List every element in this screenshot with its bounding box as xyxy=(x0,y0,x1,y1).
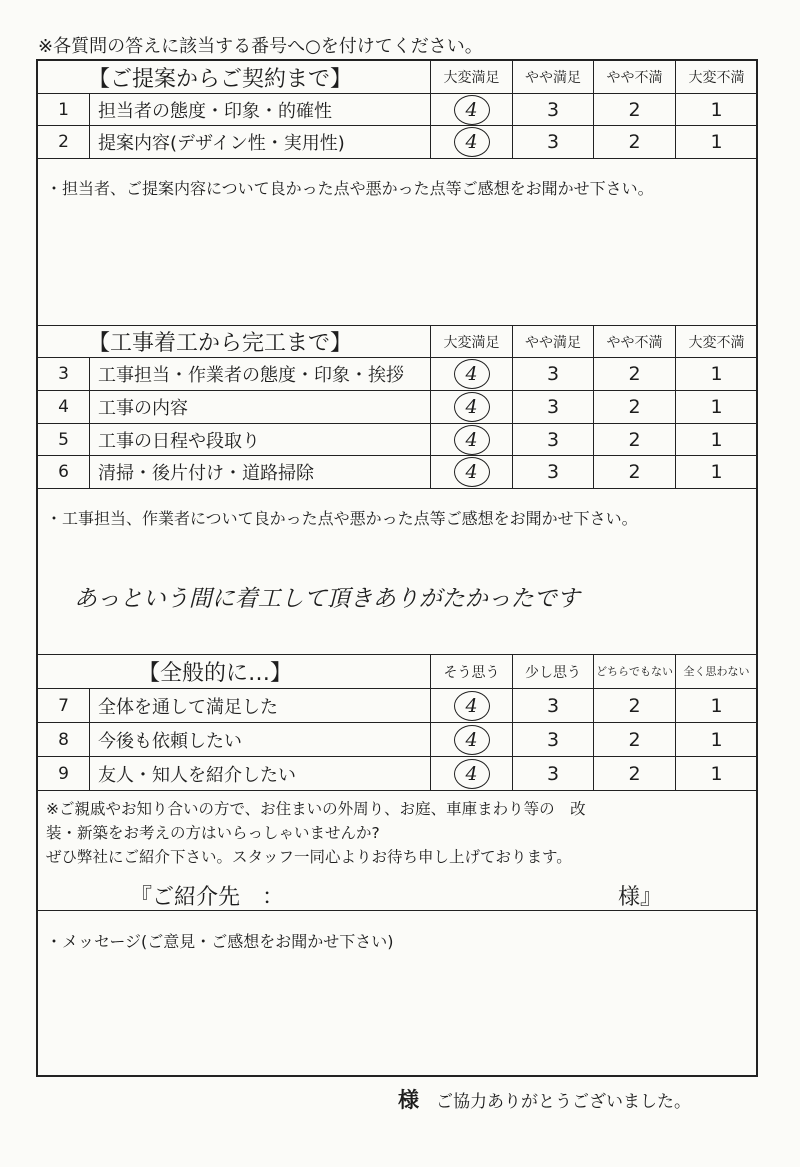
rating-option-3[interactable]: 3 xyxy=(513,456,594,489)
section2-title: 【工事着工から完工まで】 xyxy=(38,326,431,358)
rating-option-1[interactable]: 1 xyxy=(676,424,758,456)
rating-option-1[interactable]: 1 xyxy=(676,689,758,723)
question-text: 清掃・後片付け・道路掃除 xyxy=(90,456,431,489)
section1-comment-area[interactable] xyxy=(46,200,746,320)
section1-table xyxy=(37,60,758,159)
circled-answer[interactable]: 4 xyxy=(454,392,490,422)
question-number: 6 xyxy=(38,456,90,489)
question-number: 9 xyxy=(38,757,90,791)
question-number: 4 xyxy=(38,391,90,424)
question-text: 今後も依頼したい xyxy=(90,723,431,757)
section2-comment-label: ・工事担当、作業者について良かった点や悪かった点等ご感想をお聞かせ下さい。 xyxy=(46,509,638,528)
referral-line-1: ※ご親戚やお知り合いの方で、お住まいの外周り、お庭、車庫まわり等の 改 xyxy=(46,800,586,818)
referral-suffix: 様』 xyxy=(618,885,663,910)
rating-option-1[interactable]: 1 xyxy=(676,723,758,757)
question-number: 2 xyxy=(38,126,90,159)
rating-option-3[interactable]: 3 xyxy=(513,723,594,757)
circled-answer[interactable]: 4 xyxy=(454,127,490,157)
header-somewhat-dissatisfied: やや不満 xyxy=(594,326,676,358)
question-row-6 xyxy=(38,456,758,489)
header-very-satisfied: 大変満足 xyxy=(431,326,513,358)
question-text: 工事の日程や段取り xyxy=(90,424,431,456)
question-text: 提案内容(デザイン性・実用性) xyxy=(90,126,431,159)
circled-answer[interactable]: 4 xyxy=(454,759,490,789)
message-area[interactable] xyxy=(46,955,746,1070)
referral-name-field[interactable] xyxy=(290,882,600,910)
rating-option-1[interactable]: 1 xyxy=(676,126,758,159)
header-very-dissatisfied: 大変不満 xyxy=(676,61,758,94)
rating-option-3[interactable]: 3 xyxy=(513,424,594,456)
rating-option-2[interactable]: 2 xyxy=(594,456,676,489)
question-row-9 xyxy=(38,757,758,791)
header-neutral: どちらでもない xyxy=(594,655,676,689)
question-row-7 xyxy=(38,689,758,723)
section2-table xyxy=(37,325,758,489)
question-number: 3 xyxy=(38,358,90,391)
rating-option-1[interactable]: 1 xyxy=(676,391,758,424)
question-number: 8 xyxy=(38,723,90,757)
rating-option-2[interactable]: 2 xyxy=(594,94,676,126)
rating-option-3[interactable]: 3 xyxy=(513,757,594,791)
header-somewhat-agree: 少し思う xyxy=(513,655,594,689)
referral-line-2: 装・新築をお考えの方はいらっしゃいませんか? xyxy=(46,824,380,842)
circled-answer[interactable]: 4 xyxy=(454,95,490,125)
question-row-8 xyxy=(38,723,758,757)
question-row-1 xyxy=(38,94,758,126)
section1-title: 【ご提案からご契約まで】 xyxy=(38,61,431,94)
section1-comment-label: ・担当者、ご提案内容について良かった点や悪かった点等ご感想をお聞かせ下さい。 xyxy=(46,179,654,198)
question-row-5 xyxy=(38,424,758,456)
circled-answer[interactable]: 4 xyxy=(454,691,490,721)
rating-option-1[interactable]: 1 xyxy=(676,757,758,791)
rating-option-3[interactable]: 3 xyxy=(513,126,594,159)
header-very-satisfied: 大変満足 xyxy=(431,61,513,94)
referral-label: 『ご紹介先 ： xyxy=(130,885,285,910)
rating-option-2[interactable]: 2 xyxy=(594,391,676,424)
rating-option-2[interactable]: 2 xyxy=(594,126,676,159)
header-agree: そう思う xyxy=(431,655,513,689)
header-somewhat-dissatisfied: やや不満 xyxy=(594,61,676,94)
rating-option-3[interactable]: 3 xyxy=(513,391,594,424)
circled-answer[interactable]: 4 xyxy=(454,725,490,755)
rating-option-1[interactable]: 1 xyxy=(676,358,758,391)
section3-title: 【全般的に…】 xyxy=(38,655,431,689)
rating-option-3[interactable]: 3 xyxy=(513,358,594,391)
section3-table xyxy=(37,654,758,791)
divider xyxy=(37,910,757,911)
header-very-dissatisfied: 大変不満 xyxy=(676,326,758,358)
circled-answer[interactable]: 4 xyxy=(454,359,490,389)
question-row-3 xyxy=(38,358,758,391)
referral-line-3: ぜひ弊社にご紹介下さい。スタッフ一同心よりお待ち申し上げております。 xyxy=(46,848,572,866)
rating-option-3[interactable]: 3 xyxy=(513,689,594,723)
rating-option-2[interactable]: 2 xyxy=(594,689,676,723)
handwritten-comment[interactable]: あっという間に着工して頂きありがたかったです xyxy=(74,586,580,612)
rating-option-2[interactable]: 2 xyxy=(594,723,676,757)
question-text: 友人・知人を紹介したい xyxy=(90,757,431,791)
circled-answer[interactable]: 4 xyxy=(454,457,490,487)
header-somewhat-satisfied: やや満足 xyxy=(513,326,594,358)
rating-option-2[interactable]: 2 xyxy=(594,358,676,391)
question-number: 5 xyxy=(38,424,90,456)
rating-option-2[interactable]: 2 xyxy=(594,757,676,791)
question-row-4 xyxy=(38,391,758,424)
question-number: 7 xyxy=(38,689,90,723)
rating-option-1[interactable]: 1 xyxy=(676,94,758,126)
rating-option-3[interactable]: 3 xyxy=(513,94,594,126)
footer-sama: 様 xyxy=(398,1088,419,1112)
question-text: 工事担当・作業者の態度・印象・挨拶 xyxy=(90,358,431,391)
question-text: 工事の内容 xyxy=(90,391,431,424)
question-text: 担当者の態度・印象・的確性 xyxy=(90,94,431,126)
message-label: ・メッセージ(ご意見・ご感想をお聞かせ下さい) xyxy=(46,932,394,951)
header-somewhat-satisfied: やや満足 xyxy=(513,61,594,94)
rating-option-1[interactable]: 1 xyxy=(676,456,758,489)
header-disagree: 全く思わない xyxy=(676,655,758,689)
footer-thanks: ご協力ありがとうございました。 xyxy=(436,1092,691,1112)
question-row-2 xyxy=(38,126,758,159)
circled-answer[interactable]: 4 xyxy=(454,425,490,455)
question-text: 全体を通して満足した xyxy=(90,689,431,723)
rating-option-2[interactable]: 2 xyxy=(594,424,676,456)
instruction-text: ※各質問の答えに該当する番号へ○を付けてください。 xyxy=(38,36,483,57)
question-number: 1 xyxy=(38,94,90,126)
